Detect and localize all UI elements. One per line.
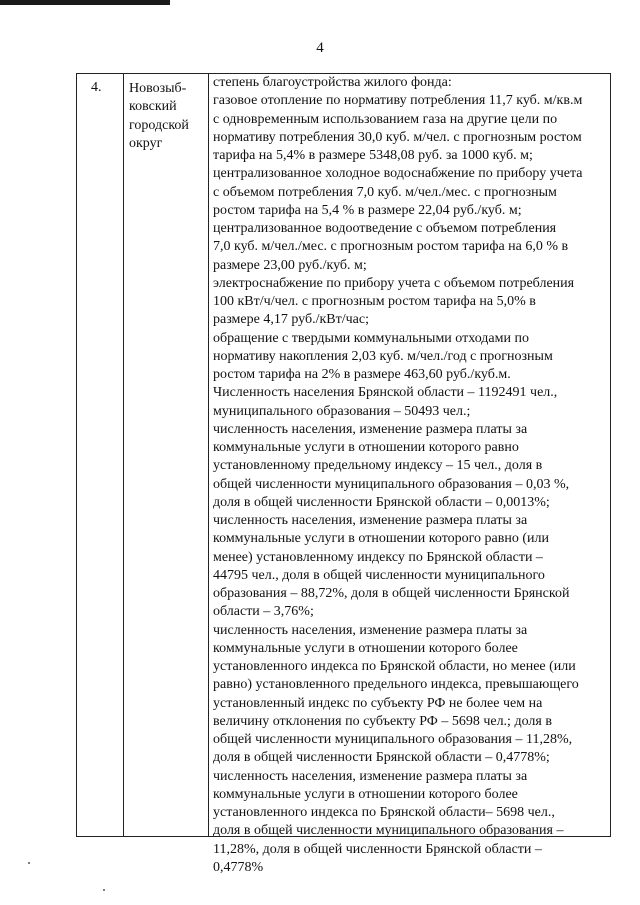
column-divider — [123, 74, 124, 836]
description-line: нормативу накопления 2,03 куб. м/чел./год с прогнозным — [213, 348, 553, 364]
description-line: размере 23,00 руб./куб. м; — [213, 257, 367, 273]
description-line: численность населения, изменение размера платы за — [213, 513, 528, 528]
description-line: установленному предельному индексу – 15 чел., доля в — [213, 458, 543, 474]
description-line: доля в общей численности Брянской области – 0,0013%; — [213, 494, 550, 510]
description-line: общей численности муниципального образования – 0,03 %, — [213, 476, 570, 492]
description-line: тарифа на 5,4% в размере 5348,08 руб. за 1000 куб. м; — [213, 148, 533, 163]
description-line: 100 кВт/ч/чел. с прогнозным ростом тарифа на 5,0% в — [213, 294, 536, 309]
description-line: коммунальные услуги в отношении которого более — [213, 640, 518, 656]
description-line: численность населения, изменение размера платы за — [213, 768, 528, 784]
description-line: ростом тарифа на 5,4 % в размере 22,04 руб./куб. м; — [213, 202, 522, 218]
description-line: равно) установленного предельного индекса, превышающего — [213, 677, 579, 693]
description-line: коммунальные услуги в отношении которого более — [213, 786, 518, 802]
scan-artifact-bar — [0, 0, 170, 5]
description-line: коммунальные услуги в отношении которого равно — [213, 440, 519, 455]
description-line: доля в общей численности муниципального образования – — [213, 823, 564, 839]
description-line: величину отклонения по субъекту РФ – 5698 чел.; доля в — [213, 713, 552, 729]
scan-speck — [28, 862, 30, 864]
description-line: доля в общей численности Брянской области – 0,4778%; — [213, 750, 550, 766]
page-number: 4 — [316, 40, 324, 56]
document-table — [76, 73, 611, 875]
row-number: 4. — [91, 80, 102, 95]
description-line: с объемом потребления 7,0 куб. м/чел./мес. с прогнозным — [213, 184, 557, 200]
description-line: области – 3,76%; — [213, 604, 314, 620]
description-line: образования – 88,72%, доля в общей численности Брянской — [213, 586, 570, 601]
description-line: централизованное холодное водоснабжение по прибору учета — [213, 166, 583, 182]
description-cell — [213, 74, 609, 877]
description-line: с одновременным использованием газа на другие цели по — [213, 111, 558, 127]
description-line: 7,0 куб. м/чел./мес. с прогнозным ростом тарифа на 6,0 % в — [213, 239, 569, 255]
scan-speck — [103, 889, 105, 891]
description-line: электроснабжение по прибору учета с объемом потребления — [213, 275, 575, 291]
description-line: коммунальные услуги в отношении которого равно (или — [213, 531, 549, 547]
region-name-line: Новозыб- — [129, 81, 187, 96]
region-name-line: округ — [129, 136, 163, 152]
description-line: установленного индекса по Брянской области, но менее (или — [213, 659, 576, 674]
description-line: централизованное водоотведение с объемом потребления — [213, 221, 557, 236]
description-line: Численность населения Брянской области – 1192491 чел., — [213, 385, 558, 401]
region-name-line: городской — [129, 117, 189, 133]
description-line: степень благоустройства жилого фонда: — [213, 75, 452, 90]
description-line: ростом тарифа на 2% в размере 463,60 руб./куб.м. — [213, 367, 511, 382]
column-divider — [208, 74, 209, 836]
description-line: численность населения, изменение размера платы за — [213, 421, 528, 437]
description-line: муниципального образования – 50493 чел.; — [213, 403, 471, 419]
description-line: численность населения, изменение размера платы за — [213, 622, 528, 638]
description-line: газовое отопление по нормативу потребления 11,7 куб. м/кв.м — [213, 93, 583, 109]
description-line: размере 4,17 руб./кВт/час; — [213, 312, 369, 328]
description-line: 11,28%, доля в общей численности Брянской области – — [213, 841, 542, 857]
description-line: нормативу потребления 30,0 куб. м/чел. с прогнозным ростом — [213, 129, 582, 145]
description-line: установленного индекса по Брянской области– 5698 чел., — [213, 805, 555, 820]
description-line: 0,4778% — [213, 859, 264, 875]
region-name-line: ковский — [129, 99, 177, 115]
description-line: 44795 чел., доля в общей численности муниципального — [213, 567, 545, 583]
description-line: обращение с твердыми коммунальными отходами по — [213, 330, 529, 346]
region-cell — [129, 80, 207, 154]
description-line: установленный индекс по субъекту РФ не более чем на — [213, 695, 543, 711]
description-line: менее) установленному индексу по Брянской области – — [213, 549, 543, 565]
description-line: общей численности муниципального образования – 11,28%, — [213, 732, 573, 747]
